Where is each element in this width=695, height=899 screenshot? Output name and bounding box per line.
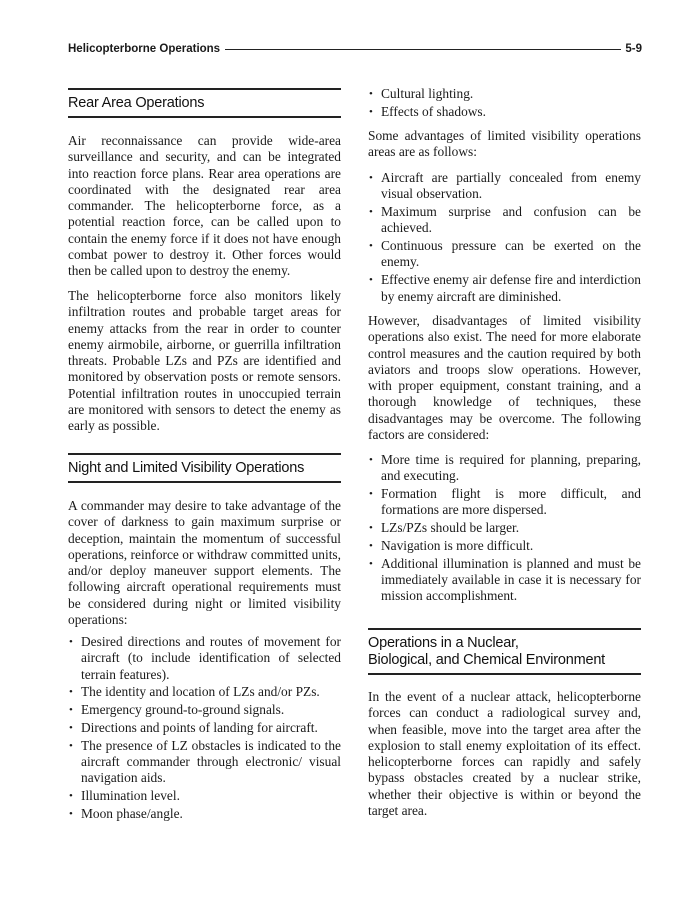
section-heading-night-ops: Night and Limited Visibility Operations bbox=[68, 453, 341, 483]
running-header bbox=[68, 41, 642, 57]
list-item: • Effective enemy air defense fire and interdiction by enemy aircraft are diminished. bbox=[368, 272, 641, 305]
list-item: • Effects of shadows. bbox=[368, 104, 641, 120]
header-title: Helicopterborne Operations bbox=[68, 43, 221, 55]
list-item: • Desired directions and routes of movement for aircraft (to include identification of selected terrain features). bbox=[68, 634, 341, 683]
list-item: • Illumination level. bbox=[68, 788, 341, 804]
list-item: • Aircraft are partially concealed from enemy visual observation. bbox=[368, 170, 641, 203]
list-item: • The presence of LZ obstacles is indicated to the aircraft commander through electronic/ visual navigation aids. bbox=[68, 738, 341, 787]
list-item: • Emergency ground-to-ground signals. bbox=[68, 702, 341, 718]
nbc-heading-line-1: Operations in a Nuclear, bbox=[368, 635, 519, 651]
list-item: • Navigation is more difficult. bbox=[368, 538, 641, 554]
list-item: • Formation flight is more difficult, and formations are more dispersed. bbox=[368, 486, 641, 519]
factors-list bbox=[368, 452, 641, 606]
section-heading-rear-area: Rear Area Operations bbox=[68, 88, 341, 118]
section-heading-nbc bbox=[368, 628, 641, 675]
list-item: • Cultural lighting. bbox=[368, 86, 641, 102]
disadvantages-paragraph: However, disadvantages of limited visibility operations also exist. The need for more elaborate control measures and the caution required by both aviators and troops slow operations. However, with proper equipment, constant training, and a thorough knowledge of techniques, these disadvantages may be overcome. The following factors are considered: bbox=[368, 313, 641, 443]
rear-area-paragraph-1: Air reconnaissance can provide wide-area surveillance and security, and can be integrated into reaction force plans. Rear area operations are coordinated with the designated rear area commander. The helicopterborne force, as a potential reaction force, can be called upon to contain the enemy force if it does not have enough combat power to destroy it. Other forces would then be called upon to destroy the enemy. bbox=[68, 133, 341, 279]
advantages-list bbox=[368, 170, 641, 306]
night-ops-paragraph: A commander may desire to take advantage of the cover of darkness to gain maximum surprise or deception, maintain the momentum of successful operations, reinforce or withdraw committed units, and/or deploy maneuver support elements. The following aircraft operational requirements must be considered during night or limited visibility operations: bbox=[68, 498, 341, 628]
list-item: • Additional illumination is planned and must be immediately available in case it is necessary for mission accomplishment. bbox=[368, 556, 641, 605]
advantages-intro: Some advantages of limited visibility operations areas are as follows: bbox=[368, 128, 641, 160]
list-item: • More time is required for planning, preparing, and executing. bbox=[368, 452, 641, 485]
rear-area-paragraph-2: The helicopterborne force also monitors likely infiltration routes and probable target areas for enemy attacks from the rear in order to counter enemy airmobile, airborne, or guerrilla infiltration threats. Probable LZs and PZs are identified and monitored by observation posts or remote sensors. Potential infiltration routes in unoccupied terrain are monitored with sensors to detect the enemy as early as possible. bbox=[68, 288, 341, 434]
list-item: • Directions and points of landing for aircraft. bbox=[68, 720, 341, 736]
night-ops-requirements-list bbox=[68, 634, 341, 824]
list-item: • Continuous pressure can be exerted on the enemy. bbox=[368, 238, 641, 271]
list-item: • Moon phase/angle. bbox=[68, 806, 341, 822]
list-item: • Maximum surprise and confusion can be achieved. bbox=[368, 204, 641, 237]
list-item: • LZs/PZs should be larger. bbox=[368, 520, 641, 536]
requirements-continued-list bbox=[368, 86, 641, 122]
page-number: 5-9 bbox=[625, 43, 642, 55]
list-item: • The identity and location of LZs and/or PZs. bbox=[68, 684, 341, 700]
nbc-paragraph: In the event of a nuclear attack, helicopterborne forces can conduct a radiological survey and, when feasible, move into the target area after the explosion to stall enemy exploitation of its effect. helicopterborne forces can rapidly and safely bypass obstacles created by a nuclear strike, whether their objective is within or beyond the target area. bbox=[368, 689, 641, 819]
nbc-heading-line-2: Biological, and Chemical Environment bbox=[368, 652, 606, 668]
header-rule bbox=[225, 49, 621, 50]
